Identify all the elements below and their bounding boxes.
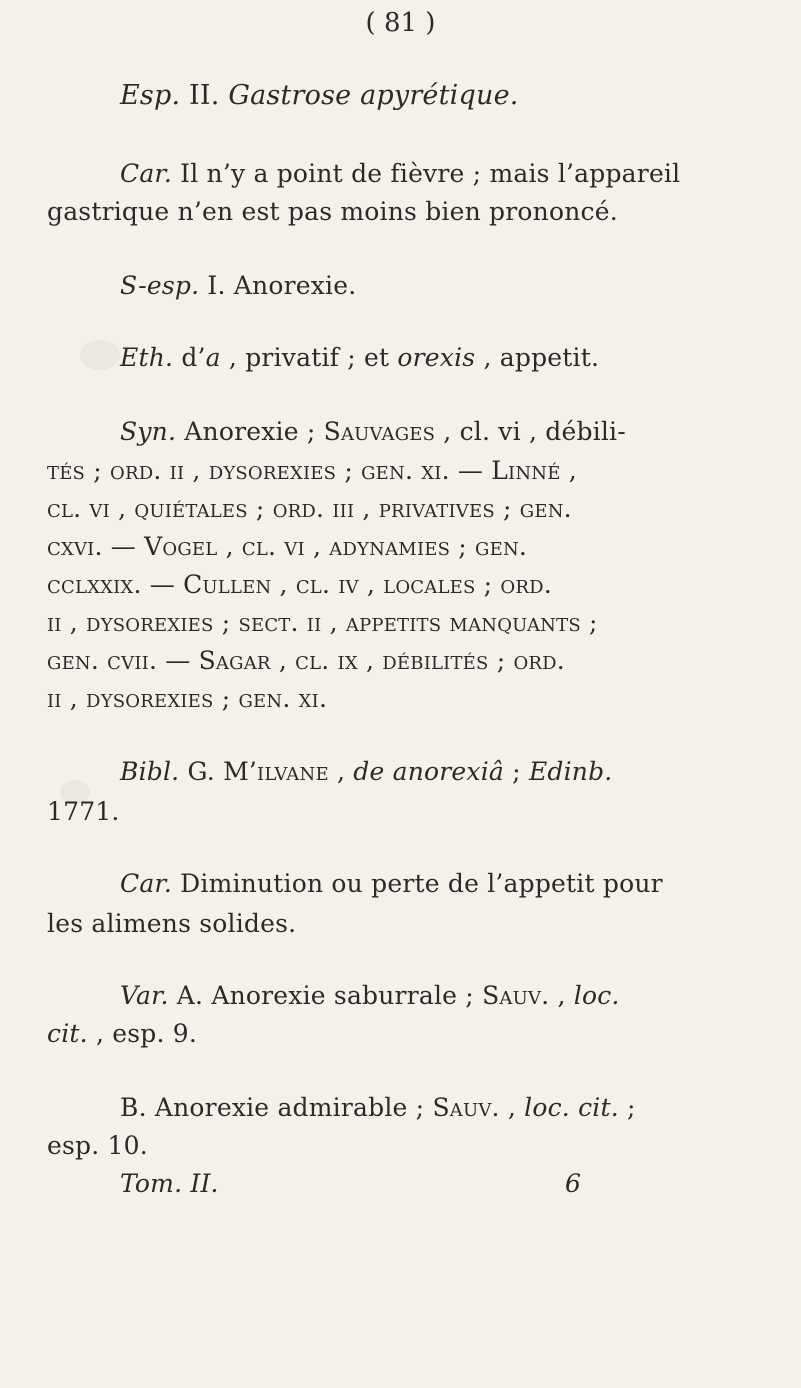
- sesp-label: S-esp.: [120, 271, 200, 300]
- bibl-text: G.: [187, 757, 224, 786]
- paper-stain: [80, 340, 120, 370]
- var-loc: loc.: [573, 981, 620, 1010]
- bibl-label: Bibl.: [120, 757, 180, 786]
- syn-line-7: [47, 645, 565, 677]
- varb-line-1: [120, 1092, 636, 1124]
- bibl-line-1: [120, 756, 612, 788]
- syn-text: , cl. iv , locales ; ord.: [271, 570, 552, 599]
- syn-line-2: [47, 455, 577, 487]
- etymology-line: [120, 342, 599, 374]
- car2-label: Car.: [120, 869, 172, 898]
- car-text: Il n’y a point de fièvre ; mais l’appareil: [180, 159, 681, 188]
- syn-text: gen. cvii. —: [47, 646, 199, 675]
- signature-mark: 6: [565, 1169, 582, 1198]
- var-line-1: [120, 980, 620, 1012]
- tome-footer: Tom. II.: [120, 1169, 219, 1198]
- syn-text: cclxxix. —: [47, 570, 184, 599]
- var-text: , esp. 9.: [87, 1019, 198, 1048]
- syn-text: tés ; ord. ii , dysorexies ; gen. xi. —: [47, 456, 492, 485]
- varb-text: ,: [499, 1093, 525, 1122]
- species-heading: [120, 80, 519, 112]
- car2-line-1: [120, 868, 663, 900]
- var-cit: cit.: [47, 1019, 88, 1048]
- author-vogel: Vogel: [144, 532, 218, 561]
- varb-text: B. Anorexie admirable ;: [120, 1093, 433, 1122]
- bibl-text: ;: [504, 757, 529, 786]
- syn-line-6: ii , dysorexies ; sect. ii , appetits manquants ;: [47, 608, 598, 637]
- subspecies-line: [120, 270, 356, 302]
- syn-line-3: cl. vi , quiétales ; ord. iii , privatives ; gen.: [47, 494, 572, 523]
- eth-label: Eth.: [120, 343, 174, 372]
- eth-orexis: orexis: [397, 343, 476, 372]
- author-sagar: Sagar: [198, 646, 271, 675]
- author-cullen: Cullen: [183, 570, 272, 599]
- car-label: Car.: [120, 159, 172, 188]
- var-text: ,: [549, 981, 574, 1010]
- syn-label: Syn.: [120, 417, 177, 446]
- car-line-1: [120, 158, 680, 190]
- eth-b: , privatif ; et: [220, 343, 398, 372]
- author-sauvages: Sauvages: [323, 417, 436, 446]
- var-line-2: [47, 1018, 197, 1050]
- bibl-city: Edinb.: [528, 757, 613, 786]
- syn-text: , cl. vi , débili-: [435, 417, 626, 446]
- syn-line-4: [47, 531, 527, 563]
- bibl-year: 1771.: [47, 797, 120, 826]
- heading-number: II.: [189, 80, 220, 111]
- bibl-text: ,: [328, 757, 354, 786]
- author-linne: Linné: [491, 456, 561, 485]
- car2-line-2: les alimens solides.: [47, 909, 297, 938]
- syn-line-1: [120, 416, 626, 448]
- eth-a: d’: [181, 343, 206, 372]
- page-number: ( 81 ): [365, 8, 436, 38]
- syn-text: ,: [560, 456, 577, 485]
- syn-text: cxvi. —: [47, 532, 145, 561]
- author-milvane: M’ilvane: [223, 757, 329, 786]
- eth-a-it: a: [205, 343, 221, 372]
- syn-line-5: [47, 569, 552, 601]
- heading-title: Gastrose apyrétique.: [228, 80, 519, 111]
- eth-c: , appetit.: [475, 343, 600, 372]
- author-sauv: Sauv.: [482, 981, 550, 1010]
- author-sauv-b: Sauv.: [432, 1093, 500, 1122]
- var-label: Var.: [120, 981, 169, 1010]
- var-text: A. Anorexie saburrale ;: [176, 981, 483, 1010]
- syn-line-8: ii , dysorexies ; gen. xi.: [47, 684, 328, 713]
- varb-line-2: esp. 10.: [47, 1131, 148, 1160]
- syn-text: , cl. vi , adynamies ; gen.: [217, 532, 528, 561]
- sesp-text: I. Anorexie.: [207, 271, 357, 300]
- car-line-2: gastrique n’en est pas moins bien prononcé.: [47, 197, 618, 226]
- varb-loc: loc. cit.: [524, 1093, 619, 1122]
- car2-text: Diminution ou perte de l’appetit pour: [180, 869, 663, 898]
- syn-text: Anorexie ;: [184, 417, 324, 446]
- syn-text: , cl. ix , débilités ; ord.: [270, 646, 565, 675]
- heading-label: Esp.: [120, 80, 181, 111]
- bibl-title: de anorexiâ: [353, 757, 505, 786]
- varb-text: ;: [618, 1093, 636, 1122]
